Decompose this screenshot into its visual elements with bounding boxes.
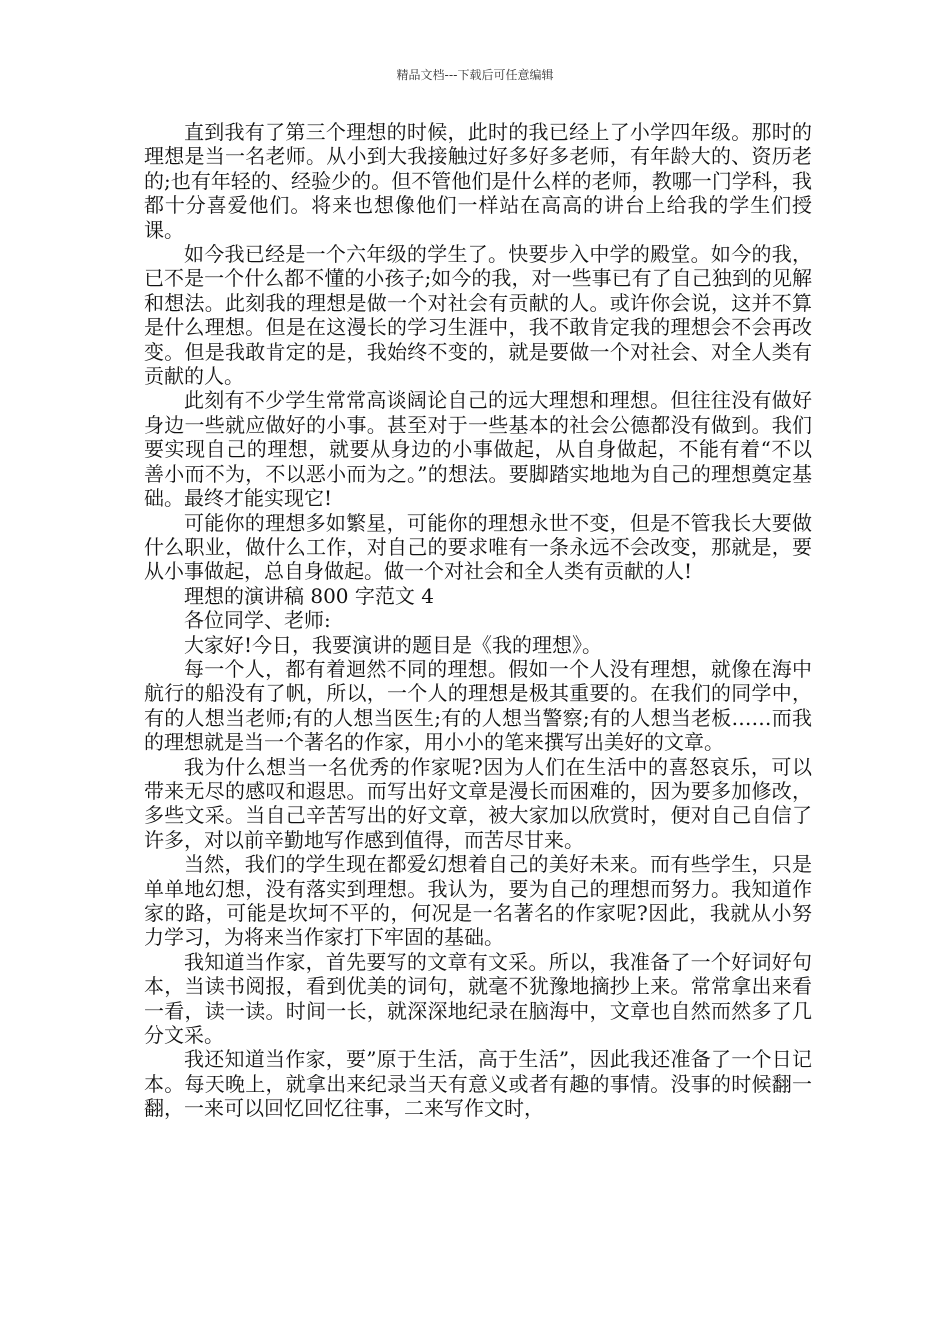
paragraph: 当然，我们的学生现在都爱幻想着自己的美好未来。而有些学生，只是单单地幻想，没有落实到理想。我认为，要为自己的理想而努力。我知道作家的路，可能是坎坷不平的，何况是一名著名的作家呢?因此，我就从小努力学习，为将来当作家打下牢固的基础。 [144,852,812,950]
document-body [144,120,812,1121]
paragraph: 此刻有不少学生常常高谈阔论自己的远大理想和理想。但往往没有做好身边一些就应做好的小事。甚至对于一些基本的社会公德都没有做到。我们要实现自己的理想，就要从身边的小事做起，从自身做起，不能有着“不以善小而不为，不以恶小而为之。”的想法。要脚踏实地地为自己的理想奠定基础。最终才能实现它! [144,388,812,511]
paragraph: 我知道当作家，首先要写的文章有文采。所以，我准备了一个好词好句本，当读书阅报，看到优美的词句，就毫不犹豫地摘抄上来。常常拿出来看一看，读一读。时间一长，就深深地纪录在脑海中，文章也自然而然多了几分文采。 [144,949,812,1048]
paragraph: 我还知道当作家，要”原于生活，高于生活”，因此我还准备了一个日记本。每天晚上，就拿出来纪录当天有意义或者有趣的事情。没事的时候翻一翻，一来可以回忆回忆往事，二来写作文时， [144,1047,812,1121]
greeting: 大家好!今日，我要演讲的题目是《我的理想》。 [184,632,603,657]
paragraph: 我为什么想当一名优秀的作家呢?因为人们在生活中的喜怒哀乐，可以带来无尽的感叹和遐思。而写出好文章是漫长而困难的，因为要多加修改，多些文采。当自己辛苦写出的好文章，被大家加以欣赏时，便对自己自信了许多，对以前辛勤地写作感到值得，而苦尽甘来。 [144,754,812,852]
paragraph: 如今我已经是一个六年级的学生了。快要步入中学的殿堂。如今的我，已不是一个什么都不懂的小孩子;如今的我，对一些事已有了自己独到的见解和想法。此刻我的理想是做一个对社会有贡献的人。或许你会说，这并不算是什么理想。但是在这漫长的学习生涯中，我不敢肯定我的理想会不会再改变。但是我敢肯定的是，我始终不变的，就是要做一个对社会、对全人类有贡献的人。 [144,242,812,389]
section-title: 理想的演讲稿 800 字范文 4 [184,583,434,608]
paragraph: 直到我有了第三个理想的时候，此时的我已经上了小学四年级。那时的理想是当一名老师。从小到大我接触过好多好多老师，有年龄大的、资历老的;也有年轻的、经验少的。但不管他们是什么样的老师，教哪一门学科，我都十分喜爱他们。将来也想像他们一样站在高高的讲台上给我的学生们授课。 [144,120,812,242]
paragraph: 每一个人，都有着迴然不同的理想。假如一个人没有理想，就像在海中航行的船没有了帆，所以，一个人的理想是极其重要的。在我们的同学中，有的人想当老师;有的人想当医生;有的人想当警察;有的人想当老板……而我的理想就是当一个著名的作家，用小小的笔来撰写出美好的文章。 [144,656,812,755]
salutation: 各位同学、老师: [184,608,331,633]
page-header: 精品文档---下载后可任意编辑 [396,68,554,82]
paragraph: 可能你的理想多如繁星，可能你的理想永世不变，但是不管我长大要做什么职业，做什么工作，对自己的要求唯有一条永远不会改变，那就是，要从小事做起，总自身做起。做一个对社会和全人类有贡献的人! [144,510,812,584]
